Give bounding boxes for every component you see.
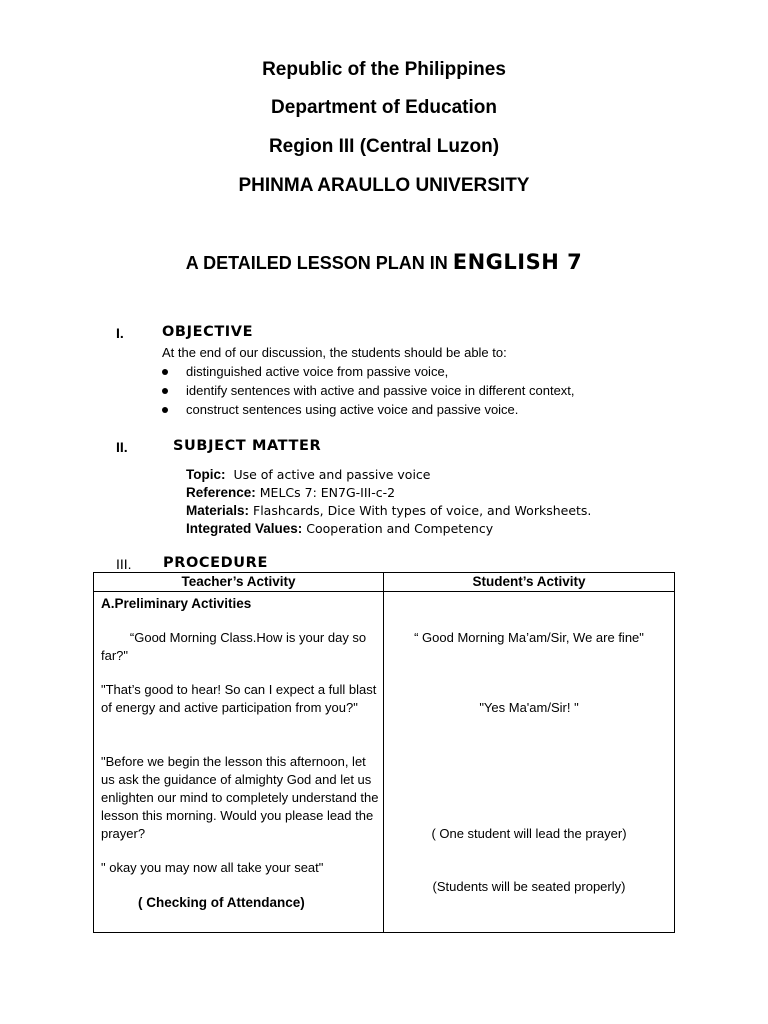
student-lead-prayer: ( One student will lead the prayer) — [431, 826, 627, 841]
teacher-take-seat: " okay you may now all take your seat" — [101, 860, 324, 875]
teacher-greeting: “Good Morning Class.How is your day so far?" — [101, 630, 370, 663]
checking-attendance: ( Checking of Attendance) — [138, 895, 305, 910]
table-header-row — [94, 573, 675, 592]
objective-intro: At the end of our discussion, the students should be able to: — [162, 345, 507, 360]
values-label: Integrated Values: — [186, 521, 303, 536]
preliminary-activities-label: A.Preliminary Activities — [101, 596, 252, 611]
topic-value: Use of active and passive voice — [225, 467, 431, 482]
title-prefix: A DETAILED LESSON PLAN IN — [185, 253, 453, 273]
procedure-heading: PROCEDURE — [163, 555, 268, 571]
values-line — [186, 521, 493, 536]
student-activity-header: Student’s Activity — [384, 573, 675, 592]
page-title — [0, 250, 768, 274]
title-subject: ENGLISH 7 — [452, 250, 583, 274]
materials-line — [186, 503, 591, 518]
subject-matter-heading: SUBJECT MATTER — [173, 438, 322, 454]
objective-item: construct sentences using active voice and passive voice. — [186, 402, 519, 417]
objective-numeral: I. — [116, 325, 124, 341]
procedure-numeral: III. — [116, 556, 132, 572]
teacher-prayer-request: "Before we begin the lesson this afternoon, let us ask the guidance of almighty God and let us enlighten our mind to completely understand the lesson this morning. Would you please lead the prayer? — [101, 754, 379, 841]
student-greeting-reply: “ Good Morning Ma’am/Sir, We are fine" — [414, 630, 644, 645]
student-yes-reply: "Yes Ma'am/Sir! " — [479, 700, 579, 715]
header-university: PHINMA ARAULLO UNIVERSITY — [238, 175, 530, 196]
reference-value: MELCs 7: EN7G-III-c-2 — [255, 485, 396, 500]
reference-label: Reference: — [186, 485, 256, 500]
objective-item: identify sentences with active and passive voice in different context, — [186, 383, 575, 398]
subject-matter-numeral: II. — [116, 439, 128, 455]
values-value: Cooperation and Competency — [302, 521, 494, 536]
objective-heading: OBJECTIVE — [162, 324, 254, 340]
teacher-energy-question: "That’s good to hear! So can I expect a full blast of energy and active participation from you?" — [101, 682, 377, 715]
objective-item: distinguished active voice from passive voice, — [186, 364, 449, 379]
reference-line — [186, 485, 395, 500]
header-republic: Republic of the Philippines — [262, 59, 506, 80]
table-row — [94, 592, 675, 933]
header-deped: Department of Education — [271, 97, 497, 118]
student-seated: (Students will be seated properly) — [432, 879, 626, 894]
student-activity-cell — [384, 592, 675, 933]
materials-label: Materials: — [186, 503, 250, 518]
topic-line — [186, 467, 431, 482]
teacher-activity-header: Teacher’s Activity — [94, 573, 384, 592]
topic-label: Topic: — [186, 467, 226, 482]
procedure-table — [93, 572, 675, 933]
teacher-activity-cell — [94, 592, 384, 933]
materials-value: Flashcards, Dice With types of voice, and Worksheets. — [249, 503, 592, 518]
header-region: Region III (Central Luzon) — [268, 136, 500, 157]
